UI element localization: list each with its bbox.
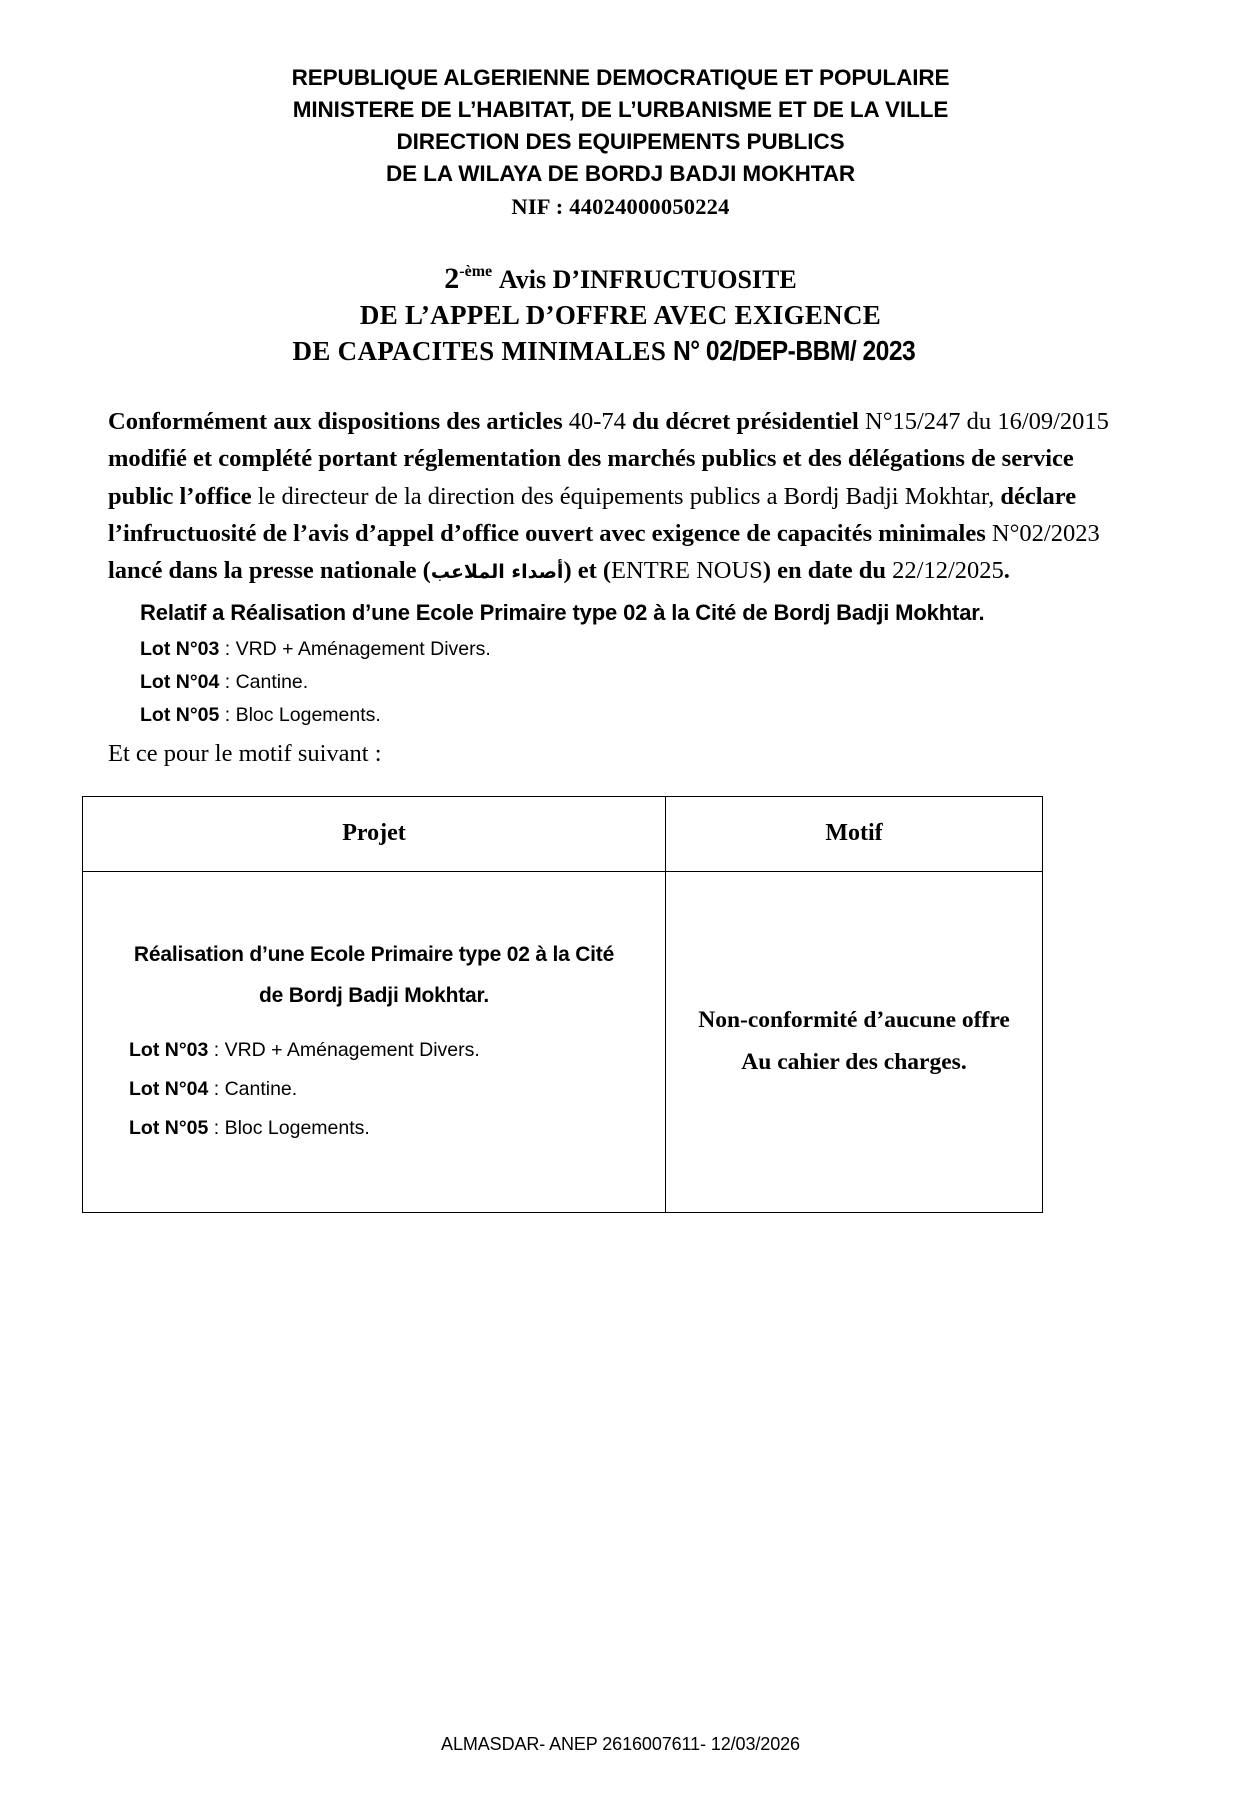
motif-line-1: Non-conformité d’aucune offre <box>698 1007 1010 1034</box>
list-item <box>129 1031 643 1070</box>
list-item <box>129 1109 643 1148</box>
body-seg-11: ) et ( <box>563 557 612 585</box>
newspaper-name-french: ENTRE NOUS <box>611 557 763 585</box>
body-seg-12: ) en date du <box>762 557 887 585</box>
body-seg-declaration: déclare l’infructuosité de l’avis d’appel d’office ouvert avec exigence de capacités minimales <box>108 482 1077 547</box>
cell-project <box>83 871 666 1212</box>
newspaper-name-arabic: أصداء الملاعب <box>430 561 564 584</box>
letterhead-line-direction: DIRECTION DES EQUIPEMENTS PUBLICS <box>396 128 845 154</box>
document-page <box>0 62 1241 1817</box>
lot-label: Lot N°03 <box>129 1039 209 1062</box>
motif-table <box>82 796 1043 1213</box>
cell-motif <box>666 871 1043 1212</box>
lot-label: Lot N°03 <box>140 638 220 661</box>
lot-value: : Cantine. <box>219 671 309 694</box>
column-header-projet: Projet <box>83 796 666 871</box>
body-seg-decree-date: 16/09/2015 <box>997 408 1109 436</box>
title-line-1 <box>0 259 1241 298</box>
motif-intro-line: Et ce pour le motif suivant : <box>108 739 382 767</box>
lot-value: : Cantine. <box>208 1078 298 1101</box>
lot-value: : Bloc Logements. <box>208 1117 370 1140</box>
body-seg-3: du décret présidentiel <box>632 408 859 436</box>
lot-label: Lot N°04 <box>140 671 220 694</box>
body-seg-decree: N°15/247 du <box>865 408 992 436</box>
title-avis-text: Avis D’INFRUCTUOSITE <box>498 264 797 294</box>
lot-value: : Bloc Logements. <box>219 703 381 726</box>
body-seg-press: lancé dans la presse nationale ( <box>108 557 431 585</box>
body-paragraph <box>108 403 1137 589</box>
project-title <box>105 935 643 1017</box>
title-line-2: DE L’APPEL D’OFFRE AVEC EXIGENCE <box>359 299 882 330</box>
lot-value: : VRD + Aménagement Divers. <box>208 1039 480 1062</box>
table-header-row <box>83 796 1043 871</box>
body-seg-director: le directeur de la direction des équipements publics a Bordj Badji Mokhtar, <box>257 482 995 510</box>
motif-line-2: Au cahier des charges. <box>741 1048 967 1075</box>
body-seg-tender-no: N°02/2023 <box>991 519 1100 547</box>
list-item <box>140 666 1241 699</box>
title-line-3 <box>0 333 1241 369</box>
letterhead-line-ministry: MINISTERE DE L’HABITAT, DE L’URBANISME ET DE LA VILLE <box>292 96 949 122</box>
body-seg-articles: 40-74 <box>568 408 626 436</box>
title-ordinal-suffix: -ème <box>459 262 493 280</box>
lot-list <box>140 633 1241 731</box>
list-item <box>140 699 1241 732</box>
relatif-line: Relatif a Réalisation d’une Ecole Primaire type 02 à la Cité de Bordj Badji Mokhtar. <box>140 600 985 626</box>
project-lot-list <box>129 1031 643 1148</box>
lot-label: Lot N°05 <box>129 1117 209 1140</box>
column-header-motif: Motif <box>666 796 1043 871</box>
lot-label: Lot N°04 <box>129 1078 209 1101</box>
letterhead <box>0 62 1241 223</box>
title-line-3-prefix: DE CAPACITES MINIMALES <box>292 335 667 366</box>
table-row <box>83 871 1043 1212</box>
project-title-line-2: de Bordj Badji Mokhtar. <box>259 984 489 1008</box>
page-footer: ALMASDAR- ANEP 2616007611- 12/03/2026 <box>441 1734 800 1754</box>
body-seg-publication-date: 22/12/2025 <box>892 557 1004 585</box>
letterhead-line-republic: REPUBLIQUE ALGERIENNE DEMOCRATIQUE ET POPULAIRE <box>291 65 950 90</box>
lot-label: Lot N°05 <box>140 703 220 726</box>
body-seg-1: Conformément aux dispositions des articles <box>108 408 563 436</box>
body-seg-6: modifié et complété portant réglementation des marchés publics et des délégations de service public l’office <box>108 445 1074 510</box>
list-item <box>129 1070 643 1109</box>
list-item <box>140 633 1241 666</box>
document-title <box>0 259 1241 369</box>
lot-value: : VRD + Aménagement Divers. <box>219 638 491 661</box>
letterhead-line-wilaya: DE LA WILAYA DE BORDJ BADJI MOKHTAR <box>385 160 856 186</box>
letterhead-nif: NIF : 44024000050224 <box>511 193 730 219</box>
project-title-line-1: Réalisation d’une Ecole Primaire type 02 à la Cité <box>133 943 615 967</box>
title-ordinal-number: 2 <box>444 261 460 295</box>
body-seg-period: . <box>1003 557 1010 585</box>
tender-reference-number: N° 02/DEP-BBM/ 2023 <box>673 334 916 366</box>
